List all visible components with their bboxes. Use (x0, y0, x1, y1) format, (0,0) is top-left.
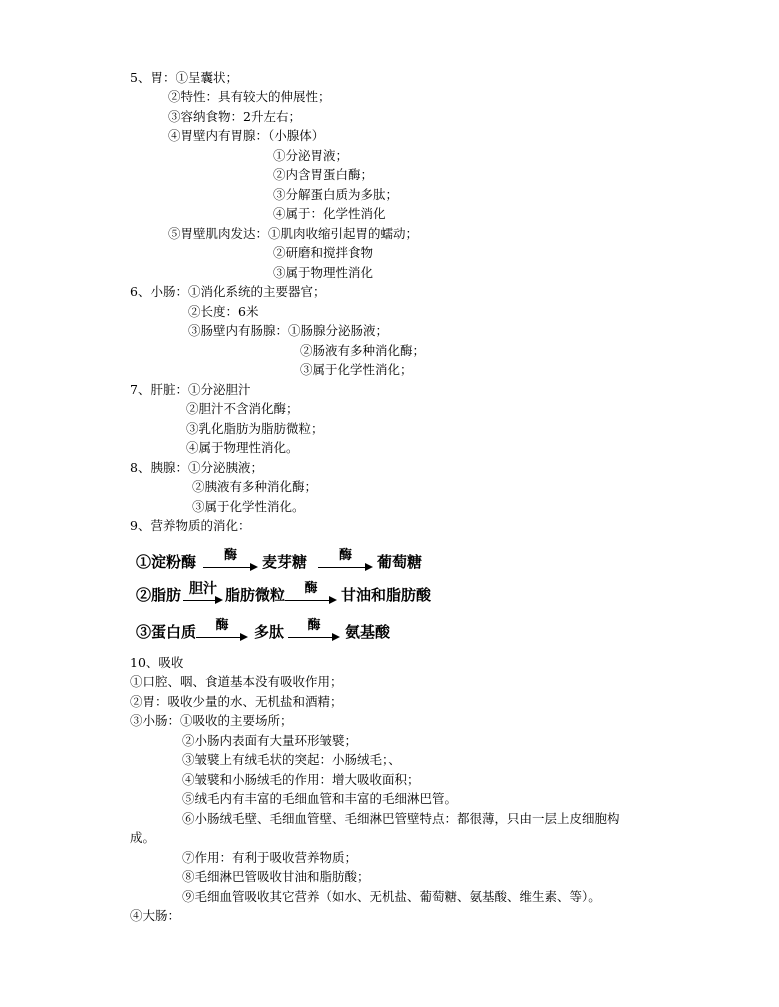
text-line: ①口腔、咽、食道基本没有吸收作用； (130, 674, 343, 689)
section-6-heading: 6、小肠：①消化系统的主要器官； (130, 284, 326, 299)
text-line: ④大肠： (130, 908, 181, 923)
arrow-icon (285, 581, 337, 604)
reaction-start: ③蛋白质 (136, 623, 197, 641)
arrow-label: 酶 (338, 548, 352, 563)
reaction-mid: 麦芽糖 (262, 553, 308, 571)
arrow-icon (203, 548, 258, 571)
text-line: ②胰液有多种消化酶； (192, 479, 318, 494)
reaction-end: 甘油和脂肪酸 (341, 586, 432, 604)
text-line: ②内含胃蛋白酶； (273, 167, 374, 182)
text-line: ②胆汁不含消化酶； (186, 401, 299, 416)
text-line: ③容纳食物：2升左右； (168, 109, 301, 124)
arrow-label: 酶 (307, 618, 321, 633)
reaction-mid: 多肽 (254, 623, 285, 641)
arrow-icon (196, 618, 248, 641)
section-8-heading: 8、胰腺：①分泌胰液； (130, 460, 263, 475)
section-7-heading: 7、肝脏：①分泌胆汁 (130, 382, 251, 397)
reaction-start: ②脂肪 (136, 586, 182, 604)
text-line: ⑨毛细血管吸收其它营养（如水、无机盐、葡萄糖、氨基酸、维生素、等）。 (182, 889, 601, 904)
arrow-icon (183, 581, 223, 604)
arrow-label: 胆汁 (189, 581, 217, 597)
text-line: ②长度：6米 (188, 304, 259, 319)
text-line: ①分泌胃液； (273, 148, 349, 163)
arrow-label: 酶 (304, 581, 318, 596)
text-line: ③小肠：①吸收的主要场所； (130, 713, 293, 728)
text-line: ③属于化学性消化； (300, 362, 413, 377)
reaction-end: 葡萄糖 (377, 553, 423, 571)
text-line: ③乳化脂肪为脂肪微粒； (186, 421, 324, 436)
arrow-label: 酶 (215, 618, 229, 633)
text-line: ⑥小肠绒毛壁、毛细血管壁、毛细淋巴管壁特点：都很薄，只由一层上皮细胞构 (182, 811, 620, 826)
text-line: ③属于物理性消化 (273, 265, 374, 280)
text-line: ②肠液有多种消化酶； (300, 343, 426, 358)
text-line: ④属于物理性消化。 (186, 440, 299, 455)
arrow-icon (318, 548, 373, 571)
reaction-end: 氨基酸 (345, 623, 391, 641)
text-line: ⑤绒毛内有丰富的毛细血管和丰富的毛细淋巴管。 (182, 791, 458, 806)
text-line: ⑦作用：有利于吸收营养物质； (182, 850, 358, 865)
arrow-label: 酶 (223, 548, 237, 563)
text-line: ②胃：吸收少量的水、无机盐和酒精； (130, 694, 343, 709)
reaction-start: ①淀粉酶 (136, 553, 197, 571)
text-line: ④属于：化学性消化 (273, 206, 386, 221)
text-line: ④皱襞和小肠绒毛的作用：增大吸收面积； (182, 772, 420, 787)
section-10-heading: 10、吸收 (130, 655, 184, 670)
arrow-icon (288, 618, 340, 641)
text-line: ②特性：具有较大的伸展性； (168, 89, 331, 104)
text-line: ③分解蛋白质为多肽； (273, 187, 399, 202)
text-line: ②研磨和搅拌食物 (273, 245, 374, 260)
text-line: ③属于化学性消化。 (192, 499, 305, 514)
text-line: ②小肠内表面有大量环形皱襞； (182, 733, 358, 748)
text-line: ③皱襞上有绒毛状的突起：小肠绒毛；、 (182, 752, 401, 767)
text-line: 成。 (130, 830, 156, 845)
text-line: ④胃壁内有胃腺：（小腺体） (168, 128, 325, 143)
reaction-mid: 脂肪微粒 (225, 586, 286, 604)
section-5-heading: 5、胃：①呈囊状； (130, 70, 238, 85)
text-line: ⑧毛细淋巴管吸收甘油和脂肪酸； (182, 869, 370, 884)
text-line: ③肠壁内有肠腺：①肠腺分泌肠液； (188, 323, 389, 338)
section-9-heading: 9、营养物质的消化： (130, 518, 251, 533)
text-line: ⑤胃壁肌肉发达：①肌肉收缩引起胃的蠕动； (168, 226, 419, 241)
